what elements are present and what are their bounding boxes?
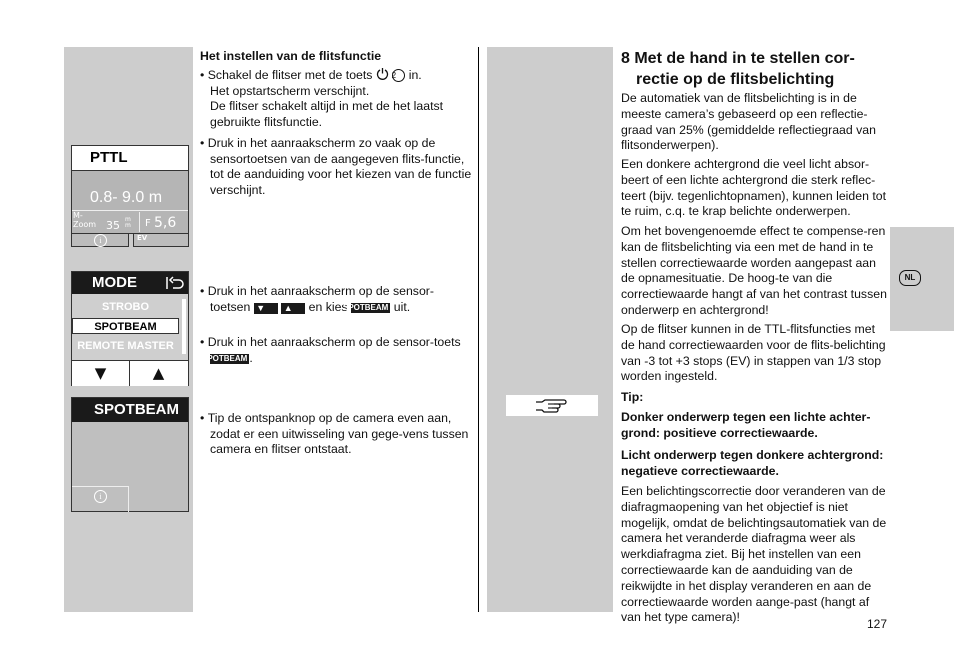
tip-1: Donker onderwerp tegen een lichte achter-grond: positieve correctiewaarde.	[621, 410, 871, 440]
instruction-block-3: • Druk in het aanraakscherm op de sensor-toetsen ▼ ▲ en kies SPOTBEAM uit.	[200, 284, 434, 314]
paragraph-4: Op de flitser kunnen in de TTL-flitsfuncties met de hand correctiewaarden voor de flits-belichting van -3 tot +3 stops (EV) in stappen van 1/3 stop worden ingesteld.	[621, 322, 886, 384]
b2-text: Druk in het aanraakscherm zo vaak op de sensortoetsen van de aangegeven flits-functie, tot de aanduiding voor het kiezen van de functie verschijnt.	[207, 136, 472, 198]
b5-text: Tip de ontspanknop op de camera even aan, zodat er een uitwisseling van gege-vens tussen camera en flitser ontstaat.	[207, 411, 469, 457]
mode-item-spotbeam[interactable]: SPOTBEAM	[72, 318, 179, 334]
pttl-ev-button[interactable]	[133, 234, 189, 247]
spotbeam-tag: SPOTBEAM	[343, 302, 389, 312]
pttl-f-label: F	[145, 218, 151, 229]
info-icon: i	[94, 234, 107, 247]
instruction-block-5: • Tip de ontspanknop op de camera even aan, zodat er een uitwisseling van gege-vens tussen camera en flitser ontstaat.	[200, 411, 469, 457]
b4-prefix: Druk in het aanraakscherm op de sensor-toets	[207, 335, 461, 349]
paragraph-5: Een belichtingscorrectie door veranderen van de diafragmaopening van het objectief is niet mogelijk, omdat de belichtingsautomatiek van de camera het veranderde diafragma weer als werkdiafragma ziet. Bij het instellen van een correctiewaarde kan de aanduiding van de reikwijdte in het display veranderen en aan de correctiewaarde worden aange-past (hangt af van het type camera)!	[621, 484, 887, 625]
right-margin-column	[487, 47, 613, 612]
pttl-zoom-value: 35	[106, 219, 120, 232]
instruction-block-1: • Schakel de flitser met de toets 2 in. Het opstartscherm verschijnt. De flitser schakelt altijd in met de het laatst gebruikte flitsfunctie.	[200, 67, 472, 131]
chapter-heading-line2: rectie op de flitsbelichting	[636, 71, 835, 88]
chapter-heading-line1: 8 Met de hand in te stellen cor-	[621, 50, 855, 67]
page-number: 127	[867, 617, 888, 631]
pttl-title: PTTL	[90, 149, 128, 166]
pttl-info-button[interactable]	[71, 234, 129, 247]
back-icon[interactable]	[166, 276, 184, 290]
pttl-separator	[139, 212, 140, 232]
instruction-block-2: • Druk in het aanraakscherm zo vaak op de sensortoetsen van de aangegeven flits-functie, tot de aanduiding voor het kiezen van de functie verschijnt.	[200, 136, 472, 198]
section-heading: Het instellen van de flitsfunctie	[200, 49, 382, 63]
b3-suffix: uit.	[393, 299, 411, 314]
mode-nav-row	[72, 360, 188, 386]
info-icon: i	[94, 490, 107, 503]
spotbeam-info-button[interactable]	[72, 486, 129, 512]
b1-prefix: Schakel de flitser met de toets	[207, 68, 373, 82]
b1-suffix: in.	[408, 68, 422, 82]
b3-prefix: Druk in het aanraakscherm op de sensor-toetsen	[207, 284, 434, 314]
tip-hand-icon-box	[506, 395, 598, 416]
spotbeam-header	[72, 398, 188, 422]
tip-2: Licht onderwerp tegen donkere achtergrond: negatieve correctiewaarde.	[621, 448, 884, 478]
pttl-mzoom-label: M- Zoom	[73, 211, 97, 229]
chapter-heading	[621, 48, 887, 90]
pttl-screen	[71, 145, 189, 234]
spotbeam-title: SPOTBEAM	[94, 401, 180, 418]
b3-mid: en kies	[308, 299, 348, 314]
mode-header	[72, 272, 188, 294]
column-divider	[478, 47, 479, 612]
instruction-block-4: • Druk in het aanraakscherm op de sensor-toets SPOTBEAM .	[200, 335, 461, 365]
paragraph-2: Een donkere achtergrond die veel licht absor-beert of een lichte achtergrond die sterk reflec-teert (bijv. tegenlichtopnamen), kunnen leiden tot te ruim, c.q. te krap belichte onderwerpen.	[621, 157, 887, 219]
nav-up-button[interactable]: ▲	[152, 364, 165, 382]
mode-screen	[71, 271, 189, 386]
pointing-hand-icon	[534, 398, 570, 414]
language-badge: NL	[899, 270, 921, 286]
pttl-header	[72, 146, 188, 171]
pttl-range: 0.8- 9.0 m	[90, 189, 163, 206]
down-arrow-key: ▼	[254, 303, 278, 314]
spotbeam-screen	[71, 397, 189, 512]
b1-line3: De flitser schakelt altijd in met de het laatst gebruikte flitsfunctie.	[210, 99, 444, 130]
circled-number: 2	[392, 69, 405, 82]
pttl-mm-unit: m m	[125, 216, 131, 229]
mode-item-remote-master[interactable]: REMOTE MASTER	[77, 340, 174, 352]
mode-scrollbar[interactable]	[182, 299, 186, 354]
pttl-ev-label: EV	[137, 234, 148, 242]
paragraph-3: Om het bovengenoemde effect te compense-ren kan de flitsbelichting via een met de hand in te stellen correctiewaarde worden aangepast aan de opnamesituatie. De hoog-te van die correctiewaarde hangt af van het contrast tussen onderwerp en achtergrond!	[621, 224, 887, 317]
paragraph-1: De automatiek van de flitsbelichting is in de meeste camera’s gebaseerd op een reflectie-graad van 25% (gemiddelde reflectiegraad van flitsonderwerpen).	[621, 91, 876, 153]
power-icon	[376, 67, 389, 80]
nav-down-button[interactable]: ▼	[72, 361, 130, 386]
pttl-f-value: 5,6	[154, 215, 177, 231]
b1-line2: Het opstartscherm verschijnt.	[210, 83, 370, 98]
mode-item-strobo[interactable]: STROBO	[101, 301, 150, 313]
spotbeam-tag: SPOTBEAM	[202, 353, 248, 363]
up-arrow-key: ▲	[281, 303, 305, 314]
b4-suffix: .	[249, 350, 253, 365]
mode-title: MODE	[92, 274, 137, 291]
tip-label: Tip:	[621, 390, 644, 404]
